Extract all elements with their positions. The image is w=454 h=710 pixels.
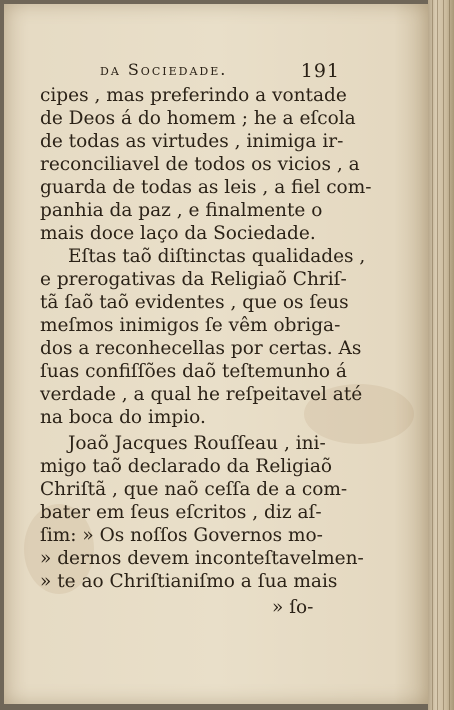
text-line: » dernos devem inconteſtavelmen- (40, 548, 364, 569)
edge-line (437, 0, 438, 710)
text-line: ſim: » Os noſſos Governos mo- (40, 525, 323, 546)
text-line: de Deos á do homem ; he a eſcola (40, 108, 356, 129)
page-edge (428, 0, 454, 710)
text-line: na boca do impio. (40, 407, 206, 428)
text-line: reconciliavel de todos os vicios , a (40, 154, 360, 175)
page-number: 191 (300, 60, 340, 82)
text-line: » te ao Chriſtianiſmo a ſua mais (40, 571, 338, 592)
running-header (100, 60, 340, 84)
edge-line (432, 0, 433, 710)
text-line: cipes , mas preferindo a vontade (40, 85, 347, 106)
text-line: de todas as virtudes , inimiga ir- (40, 131, 344, 152)
text-line: e prerogativas da Religiaõ Chriſ- (40, 269, 347, 290)
text-line: Joaõ Jacques Rouſſeau , ini- (68, 433, 326, 454)
book-page (4, 4, 428, 704)
text-line: mais doce laço da Sociedade. (40, 223, 316, 244)
text-line: Chriſtã , que naõ ceſſa de a com- (40, 479, 348, 500)
text-line: panhia da paz , e finalmente o (40, 200, 323, 221)
text-line: verdade , a qual he reſpeitavel até (40, 384, 363, 405)
text-line: tã ſaõ taõ evidentes , que os ſeus (40, 292, 349, 313)
text-line: migo taõ declarado da Religiaõ (40, 456, 333, 477)
running-title: da Sociedade. (100, 60, 228, 79)
text-line: dos a reconhecellas por certas. As (40, 338, 362, 359)
text-line: guarda de todas as leis , a fiel com- (40, 177, 372, 198)
edge-line (443, 0, 444, 710)
text-line: bater em ſeus eſcritos , diz aſ- (40, 502, 322, 523)
text-line: meſmos inimigos ſe vêm obriga- (40, 315, 341, 336)
text-line: Eſtas taõ diſtinctas qualidades , (68, 246, 366, 267)
text-line: » ſo- (272, 597, 314, 618)
text-line: ſuas confiſſões daõ teſtemunho á (40, 361, 347, 382)
edge-line (449, 0, 450, 710)
